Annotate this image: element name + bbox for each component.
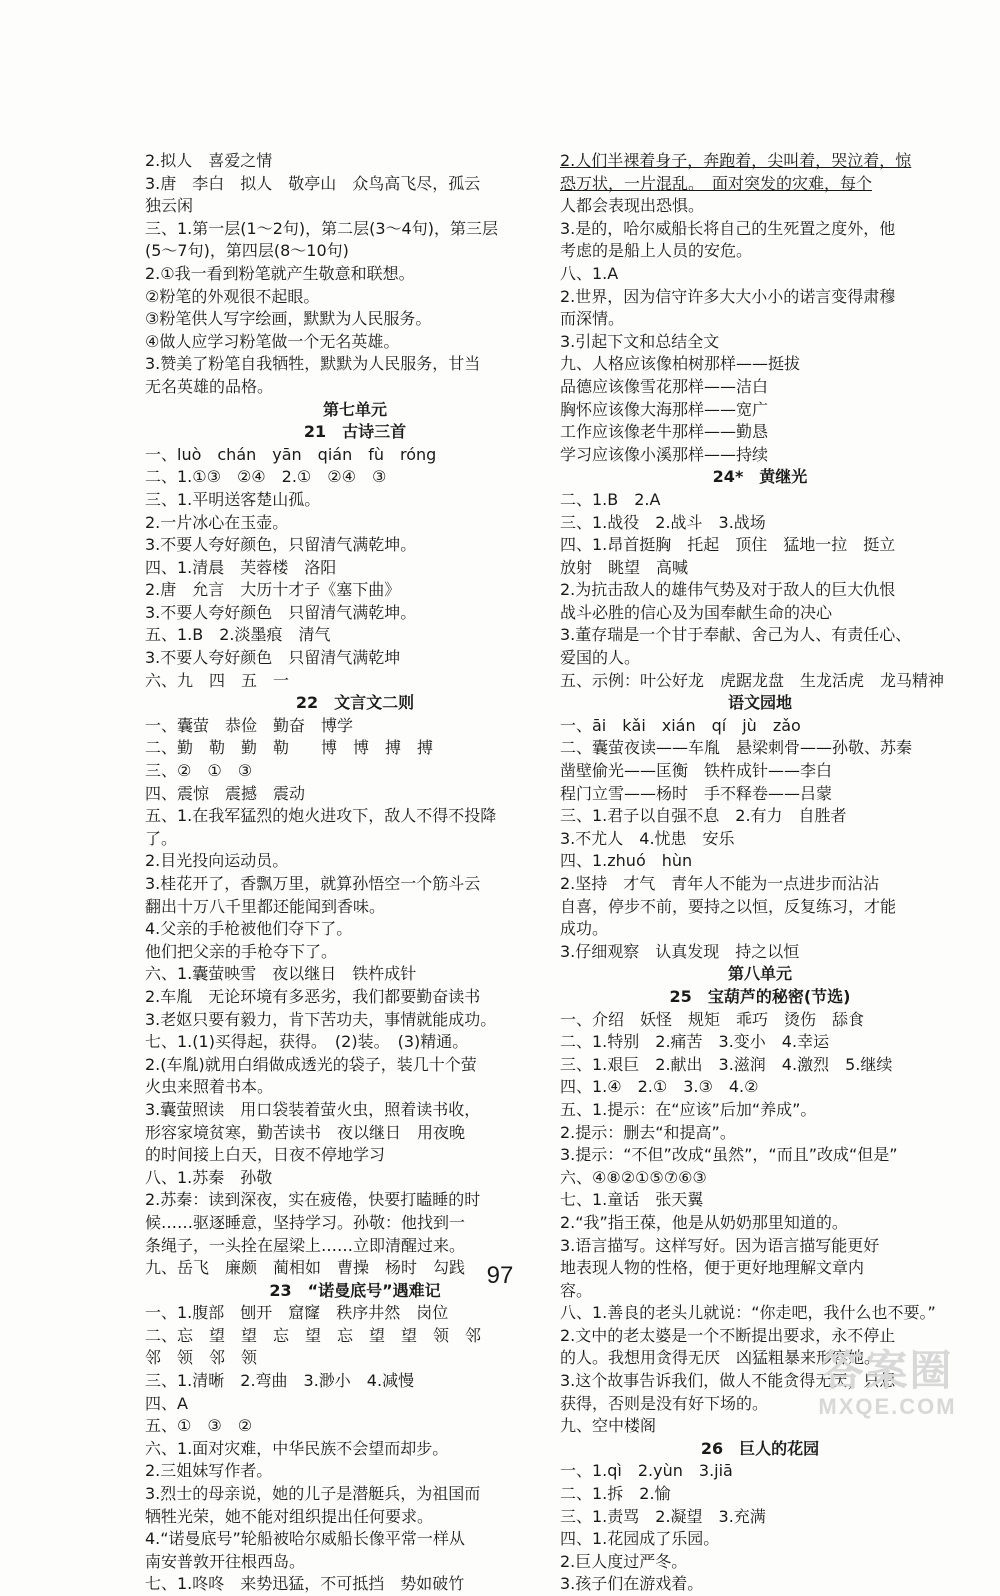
- answer-line: 八、1.苏秦 孙敬: [145, 1167, 273, 1187]
- left-answer-column: [145, 150, 565, 1596]
- page-number: 97: [486, 1262, 514, 1289]
- answer-line: 四、1.zhuó hùn: [560, 851, 693, 871]
- answer-line: 3.孩子们在游戏着。: [560, 1574, 704, 1594]
- answer-line: 恐万状，一片混乱。 面对突发的灾难，每个: [560, 173, 873, 193]
- section-heading: 语文园地: [727, 693, 792, 713]
- answer-line: 二、1.特别 2.痛苦 3.变小 4.幸运: [560, 1032, 830, 1052]
- section-heading: 22 文言文二则: [295, 693, 415, 713]
- answer-line: 三、1.责骂 2.凝望 3.充满: [560, 1506, 766, 1526]
- answer-line: 四、A: [145, 1393, 188, 1413]
- answer-line: 3.囊萤照读 用口袋装着萤火虫，照着读书收，: [145, 1099, 481, 1119]
- answer-line: 二、囊萤夜读——车胤 悬梁刺骨——孙敬、苏秦: [560, 738, 913, 758]
- answer-line: 形容家境贫寒，勤苦读书 夜以继日 用夜晚: [145, 1122, 466, 1142]
- section-heading: 24* 黄继光: [712, 467, 808, 487]
- answer-line: 九、空中楼阁: [560, 1416, 657, 1436]
- answer-line: 一、luò chán yān qián fù róng: [145, 444, 437, 464]
- answer-line: 容。: [560, 1280, 593, 1300]
- section-heading: 26 巨人的花园: [700, 1438, 820, 1458]
- answer-line: 凿壁偷光——匡衡 铁杵成针——李白: [560, 761, 833, 781]
- answer-line: 二、1.B 2.A: [560, 489, 661, 509]
- section-heading: 25 宝葫芦的秘密(节选): [669, 986, 851, 1006]
- answer-line: 3.赞美了粉笔自我牺牲，默默为人民服务，甘当: [145, 354, 481, 374]
- answer-line: 3.提示：“不但”改成“虽然”，“而且”改成“但是”: [560, 1145, 898, 1165]
- answer-line: 二、勤 勒 勤 勒 博 博 搏 搏: [145, 738, 434, 758]
- answer-line: 无名英雄的品格。: [145, 376, 274, 396]
- answer-line: ④做人应学习粉笔做一个无名英雄。: [145, 331, 400, 351]
- answer-line: 三、1.艰巨 2.献出 3.滋润 4.激烈 5.继续: [560, 1054, 893, 1074]
- answer-line: 南安普敦开往根西岛。: [145, 1551, 306, 1571]
- answer-line: 火虫来照着书本。: [145, 1077, 274, 1097]
- answer-line: 三、1.清晰 2.弯曲 3.渺小 4.减慢: [145, 1371, 415, 1391]
- answer-line: 的人。我想用贪得无厌 凶猛粗暴来形容她。: [560, 1348, 881, 1368]
- watermark-logo: 答案圈: [821, 1346, 954, 1395]
- answer-line: 了。: [145, 828, 178, 848]
- answer-line: 七、1.童话 张天翼: [560, 1190, 704, 1210]
- answer-line: 一、囊萤 恭俭 勤奋 博学: [145, 715, 354, 735]
- answer-line: 2.坚持 才气 青年人不能为一点进步而沾沾: [560, 874, 880, 893]
- answer-line: 放射 眺望 高喊: [560, 557, 689, 577]
- answer-line: 牺牲光荣，她不能对组织提出任何要求。: [145, 1506, 434, 1526]
- answer-line: 3.桂花开了，香飘万里，就算孙悟空一个筋斗云: [145, 874, 481, 893]
- answer-line: 品德应该像雪花那样——洁白: [560, 376, 769, 396]
- answer-line: 三、1.平明送客楚山孤。: [145, 489, 321, 509]
- section-heading: 23 “诺曼底号”遇难记: [269, 1280, 441, 1300]
- answer-line: 八、1.善良的老头儿就说：“你走吧，我什么也不要。”: [560, 1303, 936, 1323]
- answer-line: 一、1.腹部 刨开 窟窿 秩序井然 岗位: [145, 1303, 449, 1323]
- answer-line: 地表现人物的性格，便于更好地理解文章内: [560, 1258, 865, 1278]
- answer-line: 二、忘 望 望 忘 望 忘 望 望 领 邻: [145, 1325, 482, 1345]
- answer-line: 2.为抗击敌人的雄伟气势及对于敌人的巨大仇恨: [560, 580, 896, 600]
- answer-line: 3.仔细观察 认真发现 持之以恒: [560, 941, 800, 961]
- answer-line: 五、示例：叶公好龙 虎踞龙盘 生龙活虎 龙马精神: [560, 670, 945, 690]
- answer-line: 八、1.A: [560, 263, 619, 283]
- answer-line: 3.烈士的母亲说，她的儿子是潜艇兵，为祖国而: [145, 1484, 481, 1504]
- answer-line: 3.是的，哈尔威船长将自己的生死置之度外，他: [560, 218, 896, 238]
- answer-line: 成功。: [560, 919, 609, 939]
- answer-line: 获得，否则是没有好下场的。: [560, 1393, 769, 1413]
- answer-line: 九、人格应该像柏树那样——挺拔: [560, 354, 801, 374]
- answer-line: 一、āi kǎi xián qí jù zǎo: [560, 715, 801, 735]
- answer-line: 2.(车胤)就用白绢做成透光的袋子，装几十个萤: [145, 1054, 477, 1074]
- answer-line: 人都会表现出恐惧。: [560, 196, 705, 216]
- answer-line: 二、1.①③ ②④ 2.① ②④ ③: [145, 467, 387, 487]
- answer-line: 2.一片冰心在玉壶。: [145, 512, 289, 532]
- answer-line: 2.“我”指王葆，他是从奶奶那里知道的。: [560, 1212, 848, 1232]
- answer-line: 2.苏秦：读到深夜，实在疲倦，快要打瞌睡的时: [145, 1190, 481, 1210]
- answer-line: 3.语言描写。这样写好。因为语言描写能更好: [560, 1235, 880, 1255]
- answer-line: 考虑的是船上人员的安危。: [560, 241, 753, 261]
- answer-line: ②粉笔的外观很不起眼。: [145, 286, 320, 306]
- answer-line: 邻 领 邻 领: [145, 1348, 258, 1368]
- answer-line: 五、1.提示：在“应该”后加“养成”。: [560, 1099, 817, 1119]
- answer-line: 3.不要人夸好颜色，只留清气满乾坤。: [145, 535, 417, 555]
- answer-line: 四、1.昂首挺胸 托起 顶住 猛地一拉 挺立: [560, 535, 896, 555]
- answer-line: 4.父亲的手枪被他们夺下了。: [145, 919, 353, 939]
- answer-line: 五、① ③ ②: [145, 1416, 253, 1436]
- answer-line: 2.车胤 无论环境有多恶劣，我们都要勤奋读书: [145, 986, 481, 1006]
- answer-line: 胸怀应该像大海那样——宽广: [560, 399, 769, 419]
- answer-line: 七、1.咚咚 来势迅猛，不可抵挡 势如破竹: [145, 1574, 465, 1594]
- answer-line: 五、1.在我军猛烈的炮火进攻下，敌人不得不投降: [145, 806, 497, 826]
- answer-line: 一、1.qì 2.yùn 3.jiā: [560, 1461, 733, 1481]
- answer-line: 四、1.清晨 芙蓉楼 洛阳: [145, 557, 337, 577]
- answer-line: 三、1.战役 2.战斗 3.战场: [560, 512, 766, 532]
- answer-line: 翻出十万八千里都还能闻到香味。: [145, 896, 386, 916]
- answer-line: 四、1.④ 2.① 3.③ 4.②: [560, 1077, 759, 1097]
- answer-line: 3.唐 李白 拟人 敬亭山 众鸟高飞尽，孤云: [145, 173, 481, 193]
- watermark: [785, 1348, 990, 1420]
- answer-line: 而深情。: [560, 309, 625, 329]
- answer-line: 2.提示：删去“和提高”。: [560, 1122, 736, 1142]
- answer-line: 六、1.面对灾难，中华民族不会望而却步。: [145, 1438, 449, 1458]
- answer-line: 独云闲: [145, 196, 194, 216]
- answer-line: 七、1.(1)买得起，获得。 (2)装。 (3)精通。: [145, 1032, 469, 1052]
- answer-line: (5～7句)，第四层(8～10句): [145, 241, 349, 261]
- answer-line: 自喜，停步不前，要持之以恒，反复练习，才能: [560, 896, 897, 916]
- answer-line: 3.不尤人 4.忧患 安乐: [560, 828, 735, 848]
- watermark-url: MXQE.COM: [818, 1394, 957, 1419]
- answer-line: 程门立雪——杨时 手不释卷——吕蒙: [560, 783, 833, 803]
- answer-line: 3.引起下文和总结全文: [560, 331, 720, 351]
- answer-line: 二、1.拆 2.愉: [560, 1484, 671, 1504]
- answer-line: 2.人们半裸着身子，奔跑着，尖叫着，哭泣着，惊: [560, 151, 912, 170]
- answer-line: ③粉笔供人写字绘画，默默为人民服务。: [145, 309, 432, 329]
- answer-line: 战斗必胜的信心及为国奉献生命的决心: [560, 602, 833, 622]
- answer-line: 3.老妪只要有毅力，肯下苦功夫，事情就能成功。: [145, 1009, 497, 1029]
- section-heading: 第八单元: [727, 964, 792, 984]
- answer-line: 4.“诺曼底号”轮船被哈尔威船长像平常一样从: [145, 1529, 465, 1549]
- answer-line: 3.这个故事告诉我们，做人不能贪得无厌，只想: [560, 1371, 896, 1391]
- answer-line: 他们把父亲的手枪夺下了。: [145, 941, 338, 961]
- answer-line: 五、1.B 2.淡墨痕 清气: [145, 625, 331, 645]
- answer-line: 六、④⑧②①⑤⑦⑥③: [560, 1167, 707, 1187]
- answer-line: 爱国的人。: [560, 648, 641, 668]
- answer-line: 2.文中的老太婆是一个不断提出要求，永不停止: [560, 1325, 896, 1345]
- answer-line: 九、岳飞 廉颇 蔺相如 曹操 杨时 勾践: [145, 1258, 466, 1278]
- answer-line: 工作应该像老牛那样——勤恳: [560, 422, 769, 442]
- answer-line: 2.世界，因为信守许多大大小小的诺言变得肃穆: [560, 286, 896, 306]
- answer-line: 六、九 四 五 一: [145, 670, 290, 690]
- answer-line: 2.唐 允言 大历十才子《塞下曲》: [145, 580, 401, 600]
- answer-line: 3.董存瑞是一个甘于奉献、舍己为人、有责任心、: [560, 625, 912, 645]
- answer-line: 条绳子，一头拴在屋梁上……立即清醒过来。: [145, 1235, 466, 1255]
- answer-line: 一、介绍 妖怪 规矩 乖巧 烫伤 舔食: [560, 1009, 865, 1029]
- answer-line: 学习应该像小溪那样——持续: [560, 444, 769, 464]
- answer-line: 2.巨人度过严冬。: [560, 1551, 688, 1571]
- answer-line: 四、震惊 震撼 震动: [145, 783, 306, 803]
- section-heading: 第七单元: [322, 399, 387, 419]
- answer-line: 2.拟人 喜爱之情: [145, 151, 273, 170]
- answer-line: 2.①我一看到粉笔就产生敬意和联想。: [145, 263, 415, 283]
- answer-line: 2.目光投向运动员。: [145, 851, 289, 871]
- answer-line: 三、1.君子以自强不息 2.有力 自胜者: [560, 806, 847, 826]
- answer-line: 3.不要人夸好颜色 只留清气满乾坤: [145, 648, 401, 668]
- answer-line: 四、1.花园成了乐园。: [560, 1529, 720, 1549]
- answer-line: 候……驱逐睡意，坚持学习。孙敬：他找到一: [145, 1212, 466, 1232]
- answer-line: 的时间接上白天，日夜不停地学习: [145, 1145, 386, 1165]
- answer-line: 2.三姐妹写作者。: [145, 1461, 273, 1481]
- section-heading: 21 古诗三首: [303, 422, 407, 442]
- answer-line: 六、1.囊萤映雪 夜以继日 铁杵成针: [145, 964, 417, 984]
- answer-line: 3.不要人夸好颜色 只留清气满乾坤。: [145, 602, 417, 622]
- answer-line: 三、② ① ③: [145, 761, 253, 781]
- answer-line: 三、1.第一层(1～2句)，第二层(3～4句)，第三层: [145, 218, 498, 238]
